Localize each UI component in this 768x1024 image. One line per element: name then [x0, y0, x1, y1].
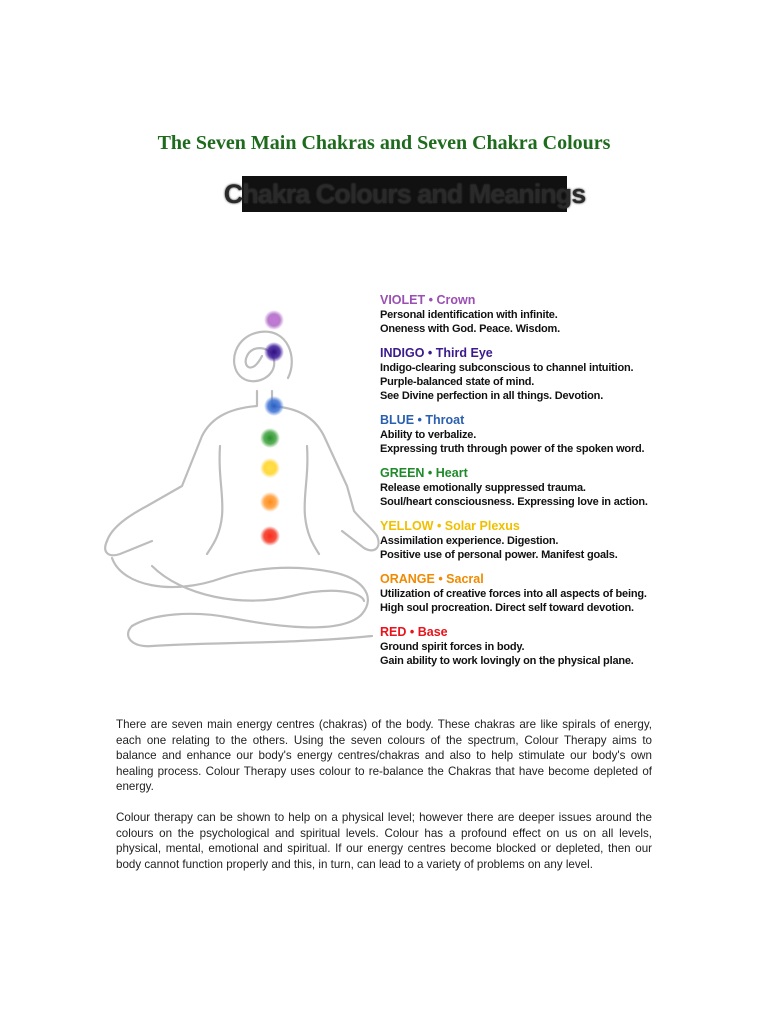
banner: [223, 176, 586, 212]
page-title: The Seven Main Chakras and Seven Chakra Colours: [157, 132, 611, 154]
chakra-description-line: Personal identification with infinite.: [380, 309, 558, 321]
chakra-description-line: Assimilation experience. Digestion.: [380, 535, 559, 547]
chakra-heading: BLUE • Throat: [380, 413, 465, 427]
meditation-figure-illustration: [92, 296, 382, 696]
chakra-dot-violet: [264, 310, 284, 330]
chakra-item-violet: [380, 293, 680, 336]
chakra-description-line: Release emotionally suppressed trauma.: [380, 482, 586, 494]
chakra-heading: INDIGO • Third Eye: [380, 346, 493, 360]
chakra-description-line: Utilization of creative forces into all aspects of being.: [380, 588, 647, 600]
chakra-dot-blue: [264, 396, 284, 416]
chakra-description-line: Positive use of personal power. Manifest goals.: [380, 549, 618, 561]
chakra-description-line: Oneness with God. Peace. Wisdom.: [380, 323, 560, 335]
chakra-description-line: See Divine perfection in all things. Devotion.: [380, 390, 604, 402]
body-paragraph: There are seven main energy centres (chakras) of the body. These chakras are like spirals of energy, each one relating to the others. Using the seven colours of the spectrum, Colour Therapy aims to balance and enhance our body's energy centres/chakras and also to help stimulate our body's own healing process. Colour Therapy uses colour to re-balance the Chakras that have become depleted of energy.: [116, 718, 652, 793]
chakra-heading: RED • Base: [380, 625, 448, 639]
chakra-item-indigo: [380, 346, 680, 403]
chakra-description-line: Indigo-clearing subconscious to channel intuition.: [380, 362, 634, 374]
chakra-item-red: [380, 625, 680, 668]
chakra-heading: VIOLET • Crown: [380, 293, 476, 307]
banner-text: Chakra Colours and Meanings: [223, 178, 586, 209]
chakra-dot-red: [260, 526, 280, 546]
chakra-dot-yellow: [260, 458, 280, 478]
chakra-dot-indigo: [264, 342, 284, 362]
chakra-heading: GREEN • Heart: [380, 466, 468, 480]
chakra-dot-orange: [260, 492, 280, 512]
chakra-item-green: [380, 466, 680, 509]
chakra-description-line: Expressing truth through power of the spoken word.: [380, 443, 645, 455]
chakra-description-line: Ground spirit forces in body.: [380, 641, 525, 653]
chakra-list: [380, 293, 680, 678]
chakra-item-orange: [380, 572, 680, 615]
chakra-dot-green: [260, 428, 280, 448]
chakra-description-line: Soul/heart consciousness. Expressing love in action.: [380, 496, 648, 508]
chakra-heading: YELLOW • Solar Plexus: [380, 519, 520, 533]
body-paragraph: Colour therapy can be shown to help on a physical level; however there are deeper issues around the colours on the psychological and spiritual levels. Colour has a profound effect on us on all levels, physical, mental, emotional and spiritual. If our energy centres become blocked or depleted, then our body cannot function properly and this, in turn, can lead to a variety of problems on any level.: [116, 811, 652, 871]
chakra-item-yellow: [380, 519, 680, 562]
chakra-description-line: Gain ability to work lovingly on the physical plane.: [380, 655, 634, 667]
chakra-item-blue: [380, 413, 680, 456]
chakra-heading: ORANGE • Sacral: [380, 572, 484, 586]
chakra-description-line: Ability to verbalize.: [380, 429, 477, 441]
chakra-description-line: Purple-balanced state of mind.: [380, 376, 535, 388]
chakra-description-line: High soul procreation. Direct self toward devotion.: [380, 602, 634, 614]
